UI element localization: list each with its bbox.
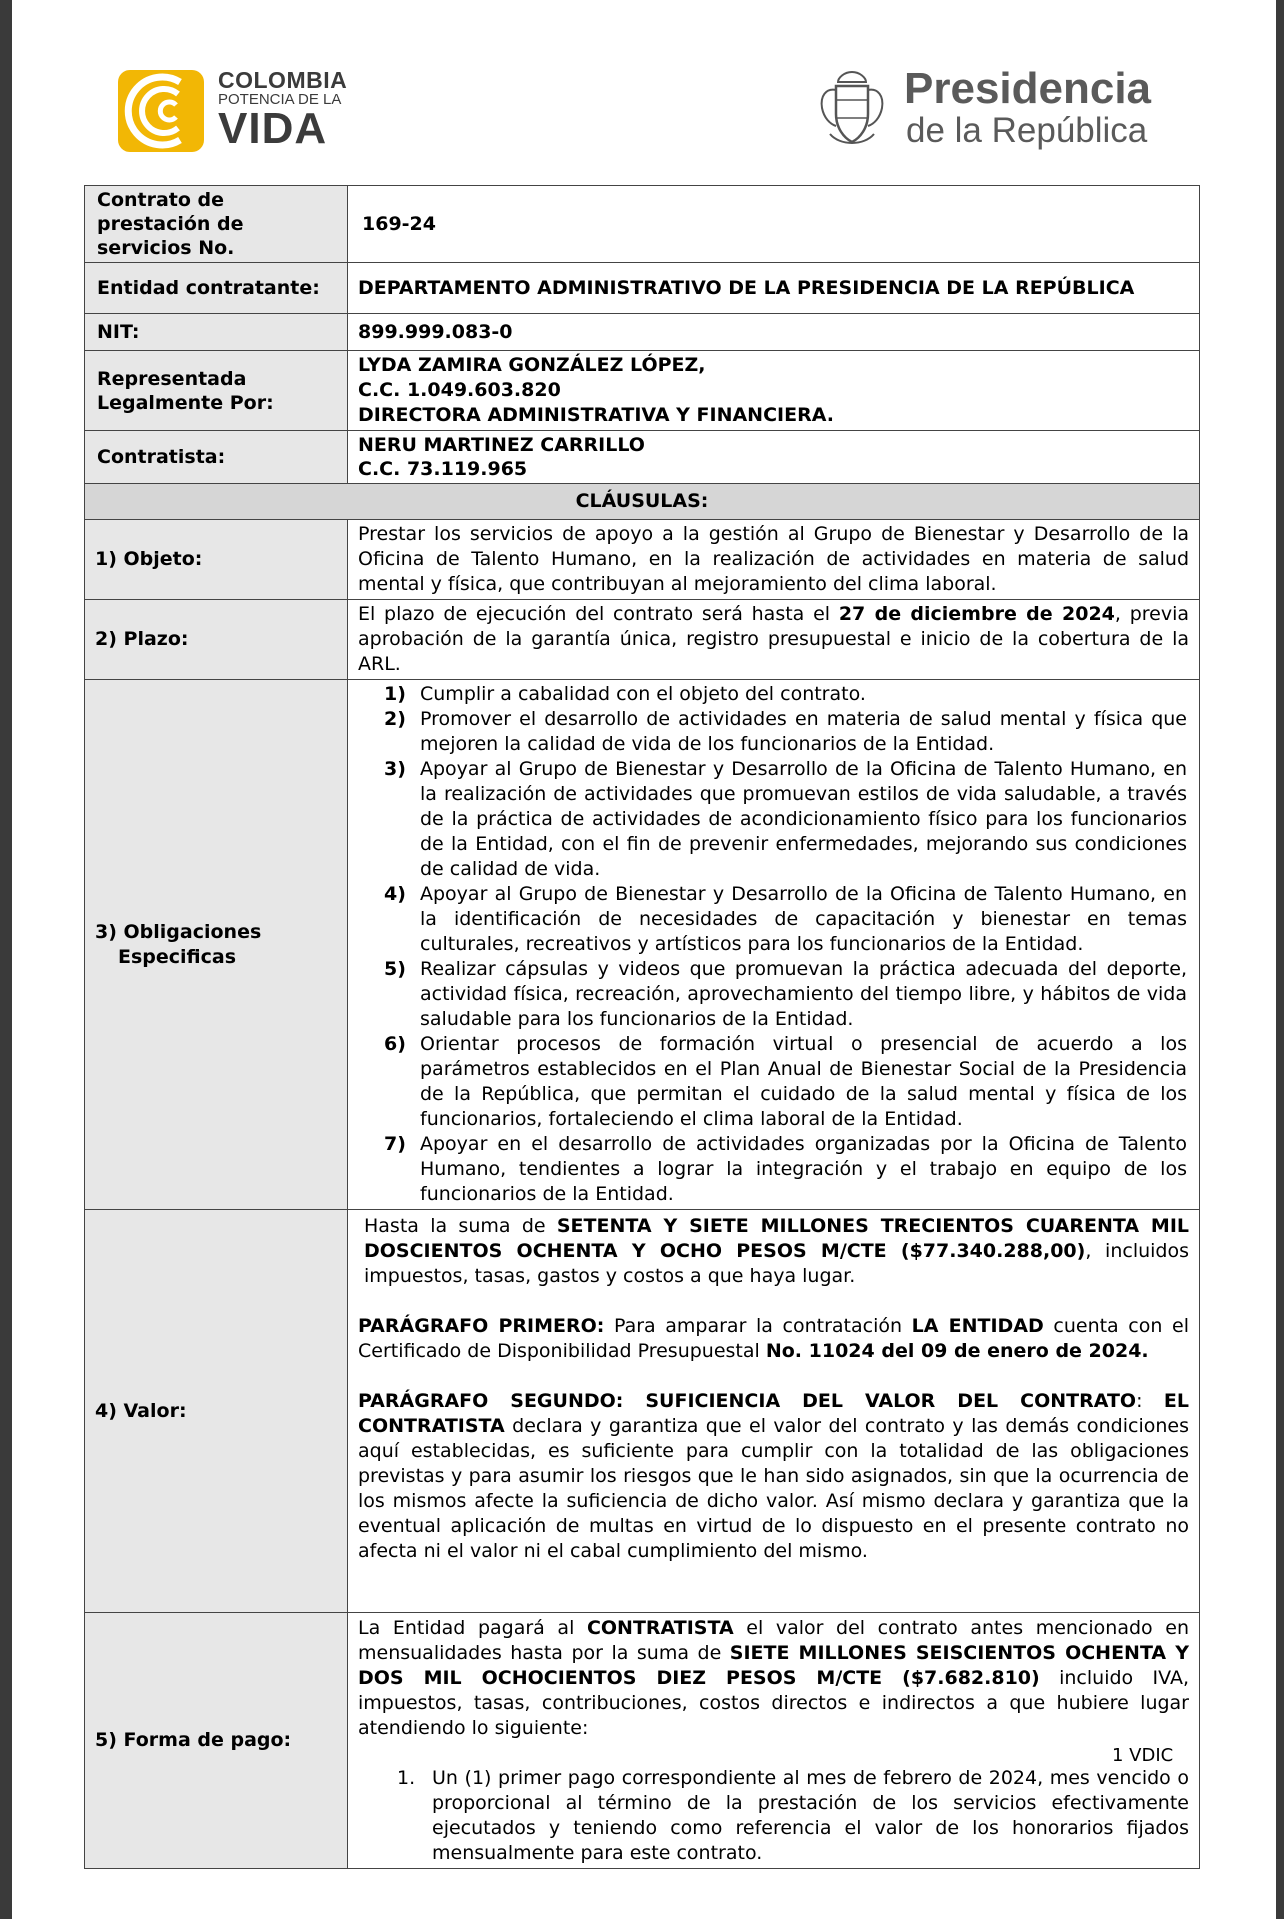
obligacion-text: Cumplir a cabalidad con el objeto del contrato.: [420, 683, 866, 705]
scan-edge-left: [0, 0, 12, 1919]
value-contratista: [348, 431, 1200, 484]
value-nit: 899.999.083-0: [348, 314, 1200, 351]
label-entidad: Entidad contratante:: [85, 263, 348, 314]
obligacion-number: 4): [384, 883, 406, 905]
forma-pago-monto: SIETE MILLONES SEISCIENTOS OCHENTA Y DOS MIL OCHOCIENTOS DIEZ PESOS M/CTE ($7.682.810): [358, 1642, 1189, 1689]
row-contrato-numero: [85, 186, 1200, 263]
list-item: [358, 1132, 1187, 1207]
forma-pago-contratista: CONTRATISTA: [586, 1617, 734, 1639]
pagos-list: [358, 1766, 1189, 1866]
value-plazo: [348, 600, 1200, 680]
obligacion-number: 1): [384, 683, 406, 705]
obligacion-text: Orientar procesos de formación virtual o presencial de acuerdo a los parámetros establecidos en el Plan Anual de Bienestar Social de la Presidencia de la República, que permitan el cuidado de la salud mental y física de los funcionarios, fortaleciendo el clima laboral de la Entidad.: [420, 1033, 1187, 1130]
scan-edge-right: [1276, 0, 1284, 1919]
row-entidad: [85, 263, 1200, 314]
page-footer-label: 1 VDIC: [1112, 1745, 1174, 1766]
logo-line-colombia: COLOMBIA: [218, 67, 348, 93]
label-nit: NIT:: [85, 314, 348, 351]
row-contratista: [85, 431, 1200, 484]
plazo-fecha: 27 de diciembre de 2024: [838, 603, 1115, 625]
value-representante: [348, 351, 1200, 431]
valor-text-post: , incluidos impuestos, tasas, gastos y costos a que haya lugar.: [364, 1240, 1190, 1287]
label-forma-pago: 5) Forma de pago:: [85, 1613, 348, 1869]
colombia-wave-icon: [118, 70, 204, 152]
obligacion-text: Promover el desarrollo de actividades en materia de salud mental y física que mejoren la calidad de vida de los funcionarios de la Entidad.: [420, 708, 1187, 755]
label-obligaciones: [85, 680, 348, 1210]
presidencia-title: Presidencia: [904, 64, 1152, 113]
label-objeto: 1) Objeto:: [85, 520, 348, 600]
list-item: [358, 682, 1187, 707]
pago-number: 1.: [397, 1767, 416, 1789]
plazo-text-pre: El plazo de ejecución del contrato será hasta el: [358, 603, 839, 625]
contratista-nombre: NERU MARTINEZ CARRILLO: [358, 434, 645, 456]
value-forma-pago: [348, 1613, 1200, 1869]
obligaciones-label-2: Especificas: [118, 945, 237, 968]
paragrafo-segundo-contratista: EL CONTRATISTA: [358, 1390, 1189, 1437]
valor-text-pre: Hasta la suma de: [364, 1215, 557, 1237]
paragrafo-primero-text-1: Para amparar la contratación: [604, 1315, 912, 1337]
forma-pago-text-3: incluido IVA, impuestos, tasas, contribuciones, costos directos e indirectos a que hubiere lugar atendiendo lo siguiente:: [358, 1667, 1189, 1739]
paragrafo-segundo-colon: :: [1136, 1390, 1164, 1412]
obligacion-text: Realizar cápsulas y videos que promuevan la práctica adecuada del deporte, actividad física, recreación, aprovechamiento del tiempo libre, y hábitos de vida saludable para los funcionarios de la Entidad.: [420, 958, 1187, 1030]
paragrafo-primero: [358, 1314, 1189, 1364]
presidencia-logo: [816, 64, 1176, 156]
paragrafo-segundo: [358, 1389, 1189, 1564]
row-nit: [85, 314, 1200, 351]
paragrafo-primero-cdp: No. 11024 del 09 de enero de 2024.: [765, 1340, 1149, 1362]
valor-parrafo-suma: [358, 1214, 1189, 1289]
list-item: [358, 707, 1187, 757]
representante-cedula: C.C. 1.049.603.820: [358, 379, 561, 401]
obligacion-text: Apoyar en el desarrollo de actividades organizadas por la Oficina de Talento Humano, tendientes a lograr la integración y el trabajo en equipo de los funcionarios de la Entidad.: [420, 1133, 1187, 1205]
representante-nombre: LYDA ZAMIRA GONZÁLEZ LÓPEZ,: [358, 354, 706, 376]
value-contrato-numero: 169-24: [348, 186, 1200, 263]
label-contratista: Contratista:: [85, 431, 348, 484]
list-item: [358, 882, 1187, 957]
obligacion-number: 6): [384, 1033, 406, 1055]
presidencia-subtitle: de la República: [906, 111, 1148, 150]
contratista-cedula: C.C. 73.119.965: [358, 458, 528, 480]
clausulas-heading: CLÁUSULAS:: [85, 484, 1200, 520]
obligacion-number: 2): [384, 708, 406, 730]
obligacion-number: 7): [384, 1133, 406, 1155]
obligacion-number: 3): [384, 758, 406, 780]
contract-table: [84, 185, 1200, 1869]
plazo-text-post: , previa aprobación de la garantía única, registro presupuestal e inicio de la cobertura de la ARL.: [358, 603, 1190, 675]
label-plazo: 2) Plazo:: [85, 600, 348, 680]
coat-of-arms-icon: [816, 68, 888, 150]
logo-line-potencia: POTENCIA DE LA: [218, 91, 342, 108]
obligaciones-list: [358, 682, 1187, 1207]
paragrafo-primero-text-2: cuenta con el Certificado de Disponibilidad Presupuestal: [358, 1315, 1189, 1362]
list-item: [358, 1766, 1189, 1866]
label-representante: Representada Legalmente Por:: [85, 351, 348, 431]
list-item: [358, 757, 1187, 882]
obligacion-text: Apoyar al Grupo de Bienestar y Desarrollo de la Oficina de Talento Humano, en la realización de actividades que promuevan estilos de vida saludable, a través de la práctica de actividades de acondicionamiento físico para los funcionarios de la Entidad, con el fin de prevenir enfermedades, mejorando sus condiciones de calidad de vida.: [420, 758, 1187, 880]
obligaciones-label-1: 3) Obligaciones: [95, 920, 262, 943]
row-objeto: [85, 520, 1200, 600]
paragrafo-primero-entidad: LA ENTIDAD: [911, 1315, 1044, 1337]
row-valor: [85, 1210, 1200, 1613]
forma-pago-parrafo: [358, 1616, 1189, 1741]
forma-pago-text-1: La Entidad pagará al: [358, 1617, 587, 1639]
paragrafo-segundo-text: declara y garantiza que el valor del contrato y las demás condiciones aquí establecidas, es suficiente para cumplir con la totalidad de las obligaciones previstas y para asumir los riesgos que le han sido asignados, sin que la ocurrencia de los mismos afecte la suficiencia de dicho valor. Así mismo declara y garantiza que la eventual aplicación de multas en virtud de lo dispuesto en el presente contrato no afecta ni el valor ni el cabal cumplimiento del mismo.: [358, 1415, 1189, 1562]
valor-monto: SETENTA Y SIETE MILLONES TRECIENTOS CUARENTA MIL DOSCIENTOS OCHENTA Y OCHO PESOS M/CTE ($77.340.288,00): [364, 1215, 1189, 1262]
value-valor: [348, 1210, 1200, 1613]
label-contrato-numero: Contrato de prestación de servicios No.: [85, 186, 348, 263]
paragrafo-primero-title: PARÁGRAFO PRIMERO:: [358, 1315, 605, 1337]
row-clausulas-title: [85, 484, 1200, 520]
representante-cargo: DIRECTORA ADMINISTRATIVA Y FINANCIERA.: [358, 404, 834, 426]
colombia-potencia-logo: [118, 68, 358, 154]
value-entidad: DEPARTAMENTO ADMINISTRATIVO DE LA PRESIDENCIA DE LA REPÚBLICA: [348, 263, 1200, 314]
obligacion-number: 5): [384, 958, 406, 980]
row-obligaciones: [85, 680, 1200, 1210]
row-forma-pago: [85, 1613, 1200, 1869]
value-objeto: Prestar los servicios de apoyo a la gestión al Grupo de Bienestar y Desarrollo de la Oficina de Talento Humano, en la realización de actividades en materia de salud mental y física, que contribuyan al mejoramiento del clima laboral.: [348, 520, 1200, 600]
label-valor: 4) Valor:: [85, 1210, 348, 1613]
forma-pago-text-2: el valor del contrato antes mencionado en mensualidades hasta por la suma de: [358, 1617, 1189, 1664]
logo-line-vida: VIDA: [218, 104, 328, 153]
list-item: [358, 957, 1187, 1032]
list-item: [358, 1032, 1187, 1132]
row-representante: [85, 351, 1200, 431]
value-obligaciones: [348, 680, 1200, 1210]
paragrafo-segundo-title: PARÁGRAFO SEGUNDO: SUFICIENCIA DEL VALOR DEL CONTRATO: [358, 1390, 1137, 1412]
obligacion-text: Apoyar al Grupo de Bienestar y Desarrollo de la Oficina de Talento Humano, en la identificación de necesidades de capacitación y bienestar en temas culturales, recreativos y artísticos para los funcionarios de la Entidad.: [420, 883, 1187, 955]
row-plazo: [85, 600, 1200, 680]
pago-text: Un (1) primer pago correspondiente al mes de febrero de 2024, mes vencido o proporcional al término de la prestación de los servicios efectivamente ejecutados y teniendo como referencia el valor de los honorarios fijados mensualmente para este contrato.: [432, 1767, 1189, 1864]
